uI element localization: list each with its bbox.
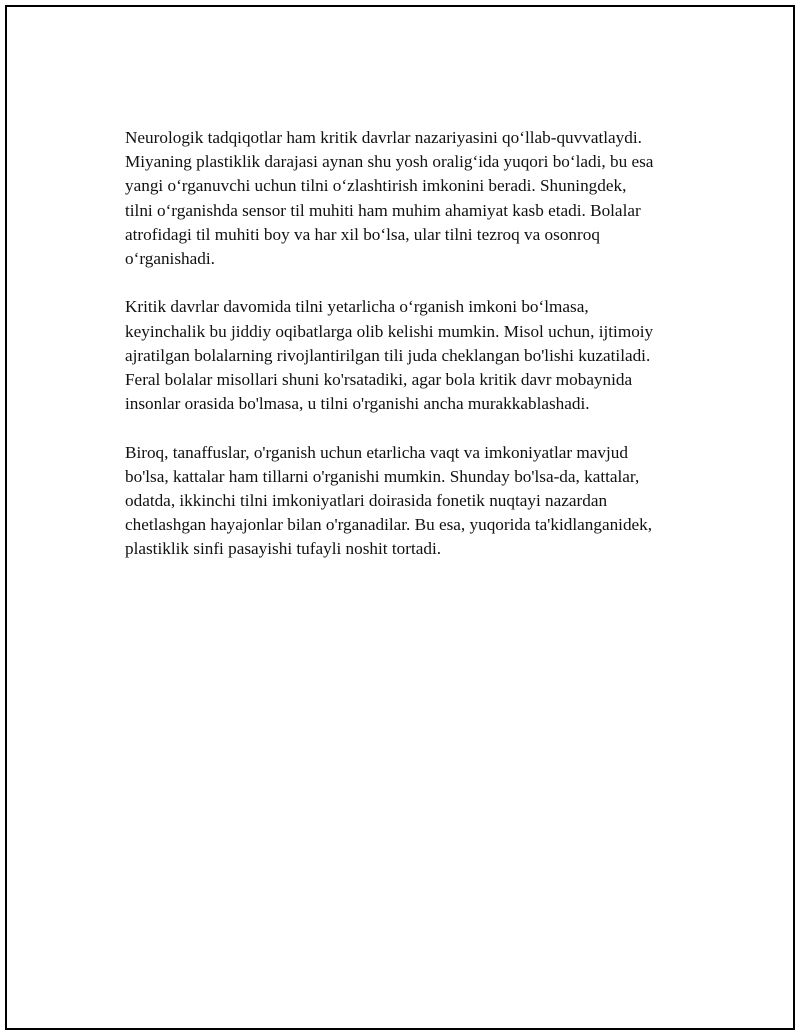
text-line: insonlar orasida bo'lmasa, u tilni o'rganishi ancha murakkablashadi. [125,394,590,414]
text-line: Kritik davrlar davomida tilni yetarlicha o‘rganish imkoni bo‘lmasa, [125,297,589,317]
text-line: Biroq, tanaffuslar, o'rganish uchun etarlicha vaqt va imkoniyatlar mavjud [125,442,628,462]
text-line: plastiklik sinfi pasayishi tufayli noshit tortadi. [125,539,442,559]
text-line: Miyaning plastiklik darajasi aynan shu yosh oralig‘ida yuqori bo‘ladi, bu esa [125,152,654,172]
document-body [125,126,700,586]
text-line: ajratilgan bolalarning rivojlantirilgan tili juda cheklangan bo'lishi kuzatiladi. [125,345,651,365]
text-line: tilni o‘rganishda sensor til muhiti ham muhim ahamiyat kasb etadi. Bolalar [125,200,641,220]
paragraph-3 [125,441,700,562]
page-frame [5,5,795,1030]
text-line: yangi o‘rganuvchi uchun tilni o‘zlashtirish imkonini beradi. Shuningdek, [125,176,627,196]
paragraph-2 [125,295,700,416]
text-line: chetlashgan hayajonlar bilan o'rganadilar. Bu esa, yuqorida ta'kidlanganidek, [125,515,653,535]
text-line: bo'lsa, kattalar ham tillarni o'rganishi mumkin. Shunday bo'lsa-da, kattalar, [125,466,640,486]
text-line: Neurologik tadqiqotlar ham kritik davrlar nazariyasini qo‘llab-quvvatlaydi. [125,128,642,147]
text-line: atrofidagi til muhiti boy va har xil bo‘lsa, ular tilni tezroq va osonroq [125,224,600,244]
text-line: keyinchalik bu jiddiy oqibatlarga olib kelishi mumkin. Misol uchun, ijtimoiy [125,321,654,341]
text-line: o‘rganishadi. [125,249,215,269]
text-line: odatda, ikkinchi tilni imkoniyatlari doirasida fonetik nuqtayi nazardan [125,491,608,511]
text-line: Feral bolalar misollari shuni ko'rsatadiki, agar bola kritik davr mobaynida [125,370,633,390]
paragraph-1 [125,126,700,271]
